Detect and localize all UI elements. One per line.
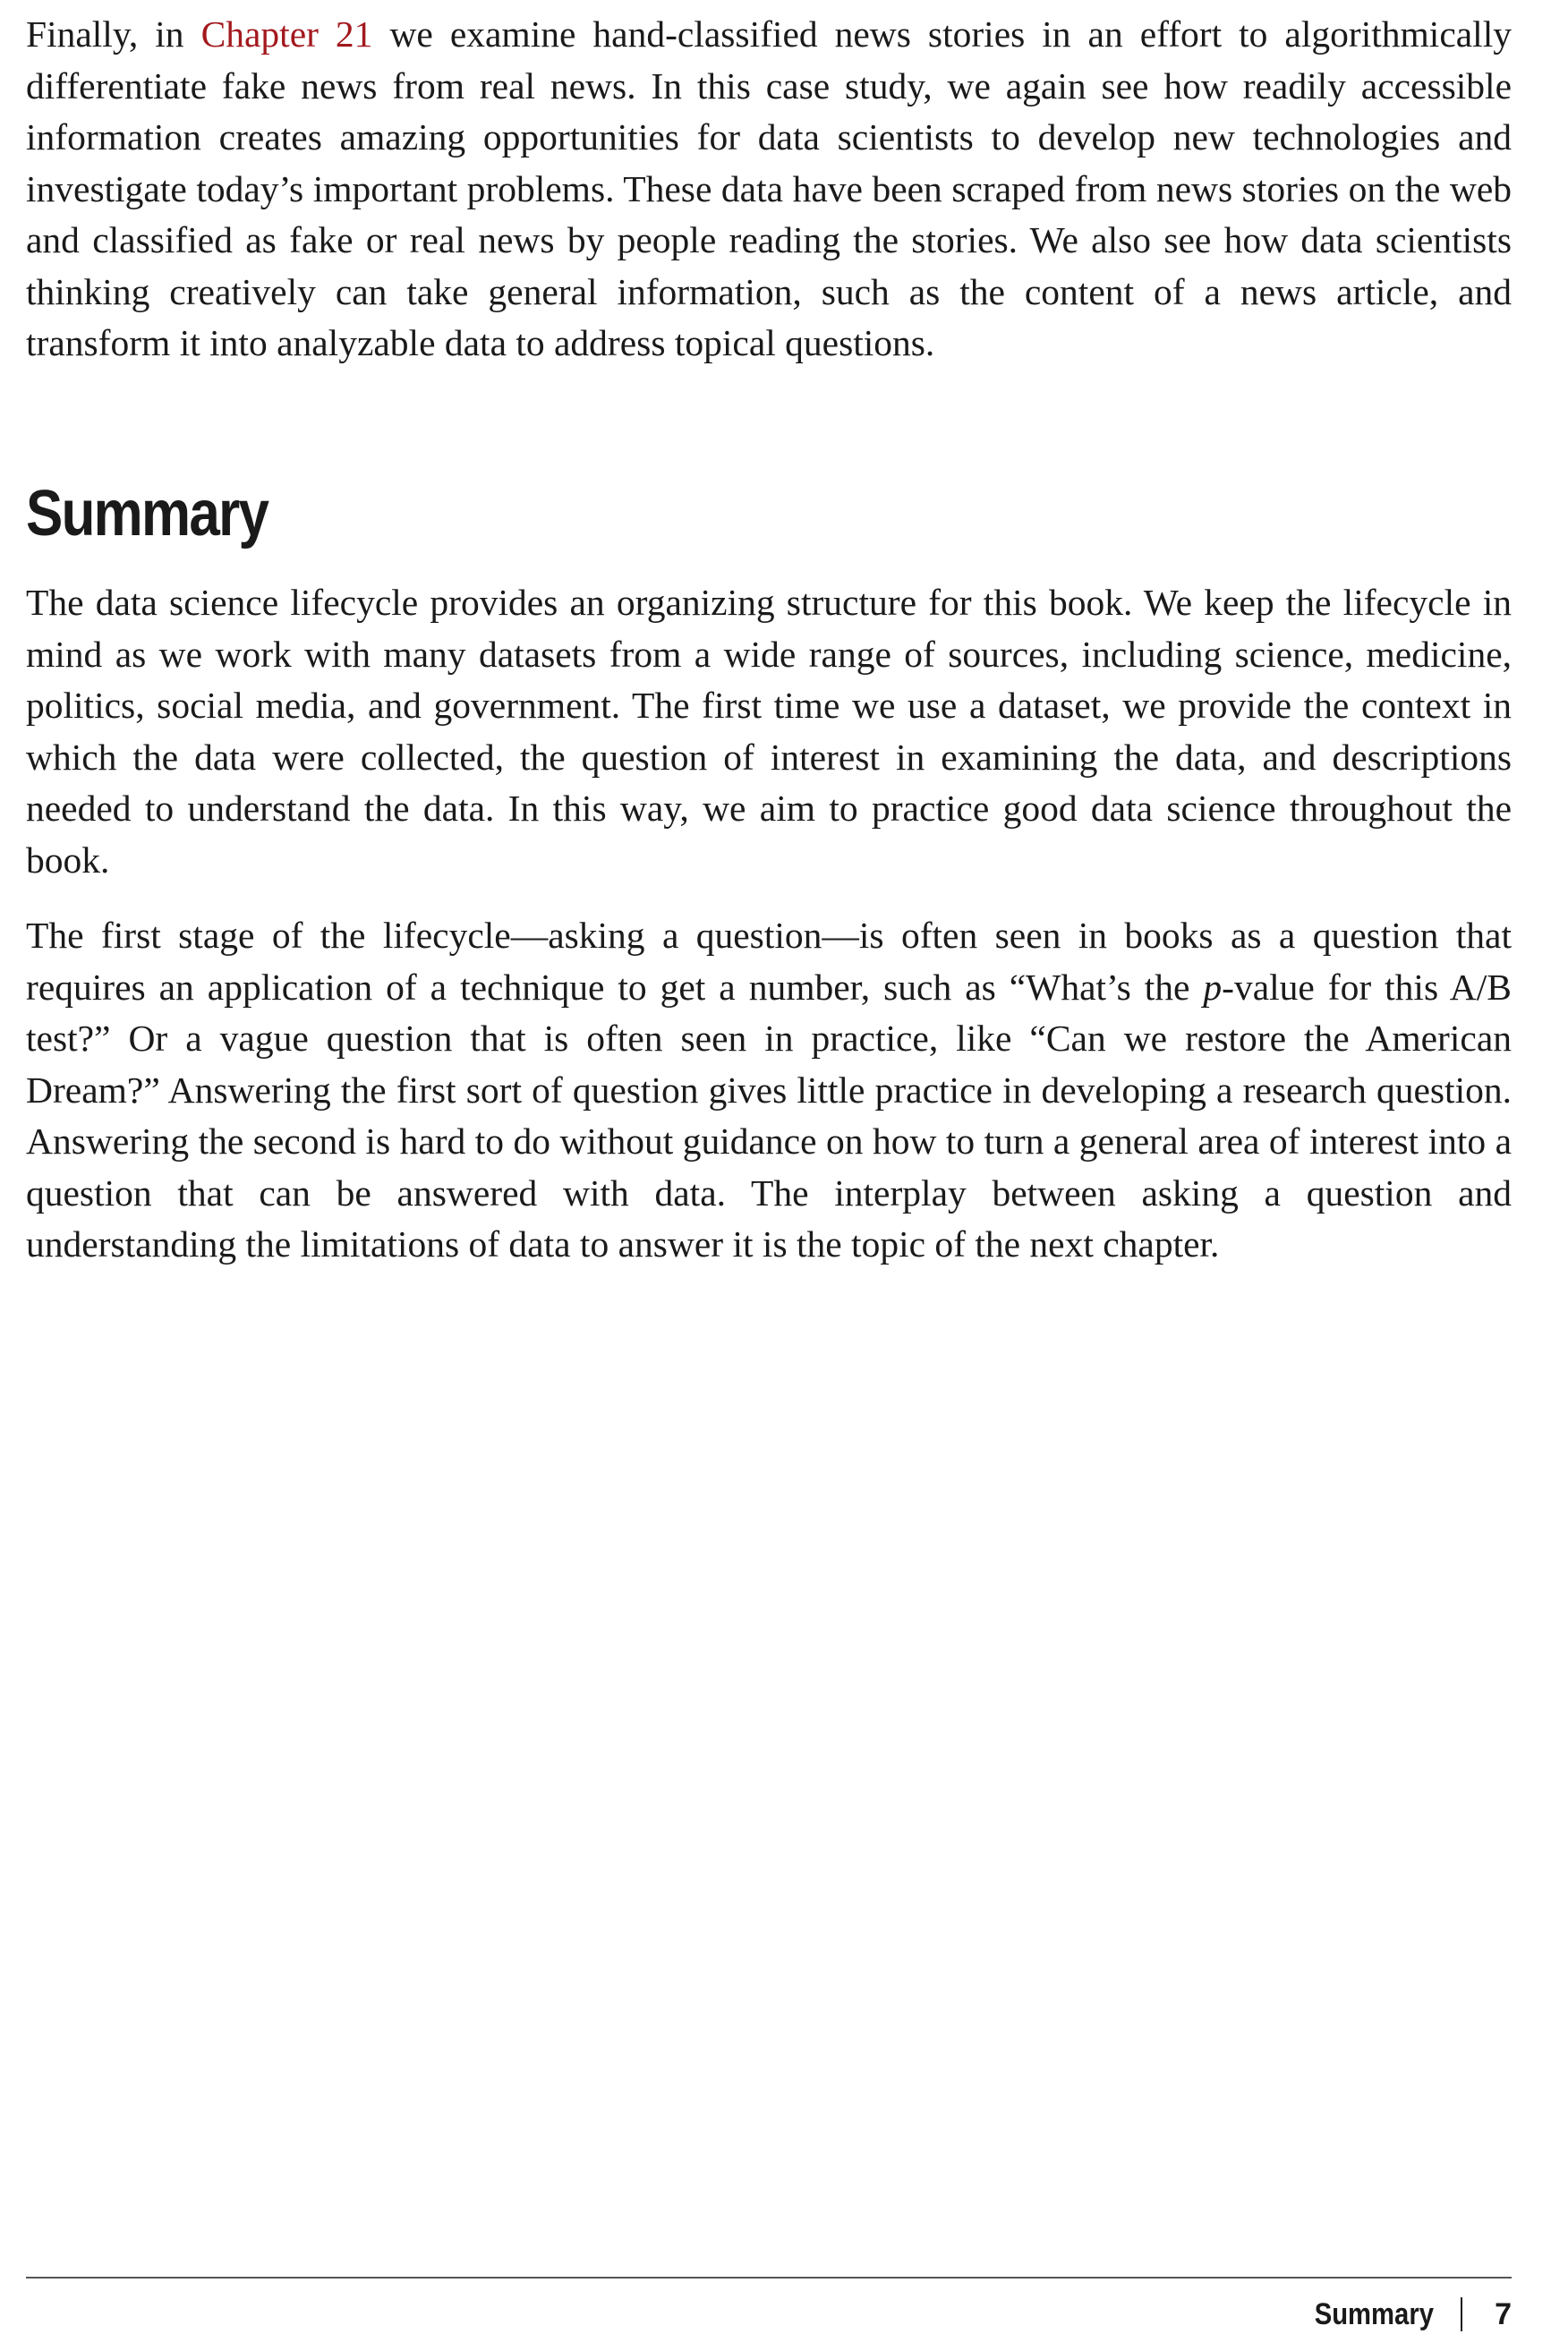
chapter-21-link[interactable]: Chapter 21 xyxy=(200,13,373,55)
footer-divider xyxy=(26,2277,1512,2279)
p-value-italic: p xyxy=(1203,966,1223,1008)
intro-paragraph xyxy=(26,9,1512,370)
page-number: 7 xyxy=(1495,2296,1512,2331)
summary-paragraph-2 xyxy=(26,910,1512,1271)
book-page xyxy=(26,0,1512,2334)
summary-p2-text-rest: -value for this A/B test?” Or a vague question that is often seen in practice, like “Can we restore the American Dream?” Answering the first sort of question gives little practice in developing a research question. Answering the second is hard to do without guidance on how to turn a general area of interest into a question that can be answered with data. The interplay between asking a question and understanding the limitations of data to answer it is the topic of the next chapter. xyxy=(26,966,1512,1265)
summary-paragraph-1: The data science lifecycle provides an organizing structure for this book. We keep the lifecycle in mind as we work with many datasets from a wide range of sources, including science, medicine, politics, social media, and government. The first time we use a dataset, we provide the context in which the data were collected, the question of interest in examining the data, and descriptions needed to understand the data. In this way, we aim to practice good data science throughout the book. xyxy=(26,582,1512,881)
footer-section-label: Summary xyxy=(1314,2296,1435,2331)
summary-p2-text-start: The first stage of the lifecycle—asking a question—is often seen in books as a question that requires an application of a technique to get a number, such as “What’s the xyxy=(26,915,1512,1008)
intro-text-start: Finally, in xyxy=(26,13,201,55)
page-footer xyxy=(1295,2296,1512,2332)
intro-text-rest: we examine hand-classified news stories in an effort to algorithmically differentiate fake news from real news. In this case study, we again see how readily accessible information creates amazing opportunities for data scientists to develop new technologies and investigate today’s important problems. These data have been scraped from news stories on the web and classified as fake or real news by people reading the stories. We also see how data scientists thinking creatively can take general information, such as the content of a news article, and transform it into analyzable data to address topical questions. xyxy=(26,13,1512,363)
footer-separator xyxy=(1461,2297,1462,2331)
section-heading: Summary xyxy=(26,478,268,549)
